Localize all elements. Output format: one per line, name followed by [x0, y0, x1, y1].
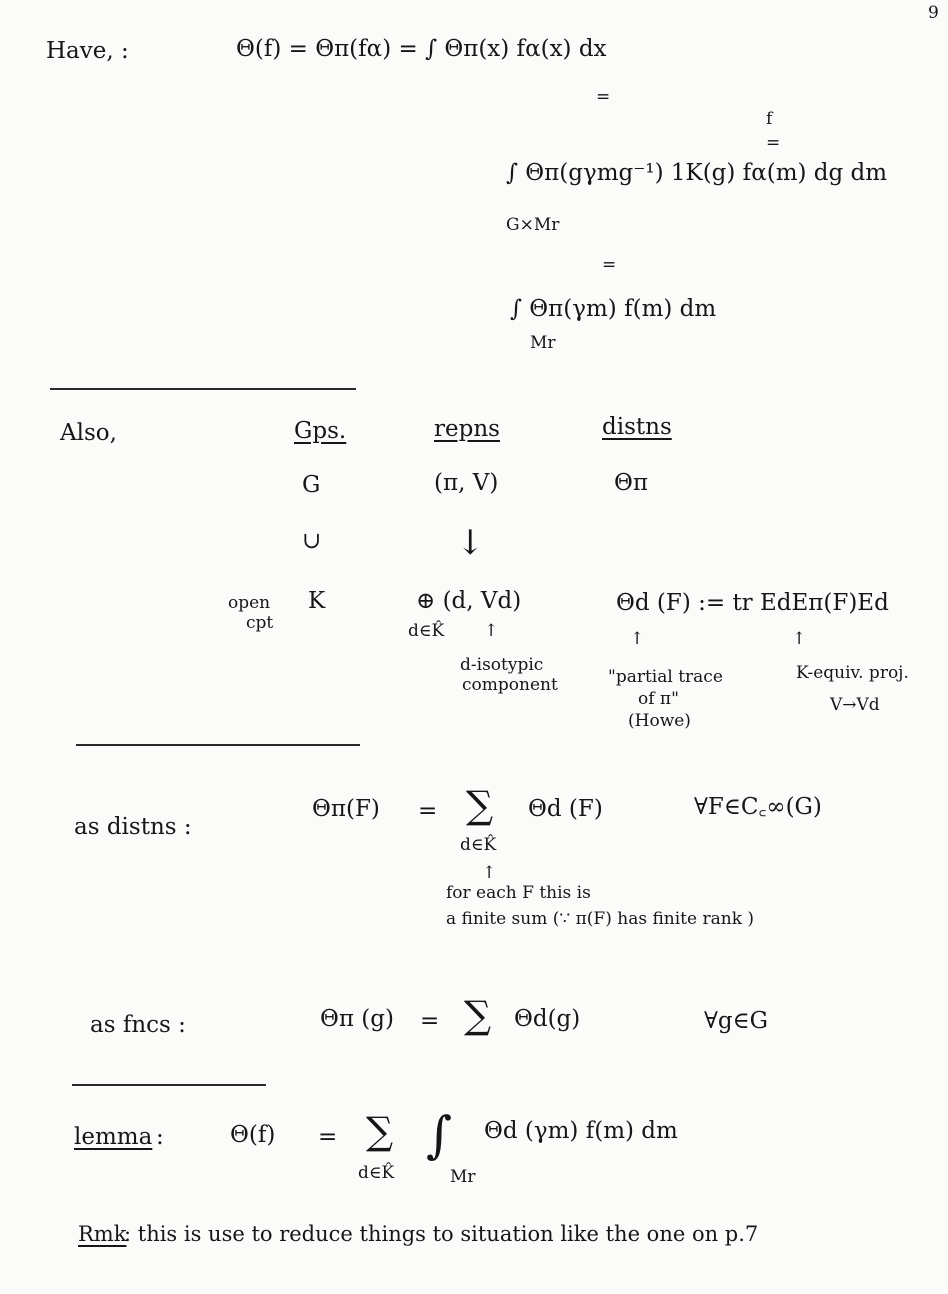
row-g-group: G — [302, 472, 321, 498]
have-equation-line-1: Θ(f) = Θπ(fα) = ∫ Θπ(x) fα(x) dx — [236, 36, 607, 62]
arrow-down-icon: ↓ — [456, 523, 485, 563]
divider-3 — [72, 1084, 266, 1086]
as-functions-equals: = — [420, 1008, 440, 1034]
as-distributions-sum-sign: ∑ — [466, 783, 494, 827]
projection-note-1: K-equiv. proj. — [796, 663, 909, 683]
finite-sum-note-1: for each F this is — [446, 883, 591, 903]
as-distributions-equals: = — [418, 798, 438, 824]
finite-sum-arrow-icon: ↑ — [482, 863, 497, 883]
divider-1 — [50, 388, 356, 390]
partial-trace-note-3: (Howe) — [628, 711, 691, 731]
as-distributions-sum-index: d∈K̂ — [460, 835, 497, 855]
lemma-lhs: Θ(f) — [230, 1122, 276, 1148]
column-header-distributions: distns — [602, 414, 672, 440]
have-label: Have, : — [46, 38, 129, 64]
lemma-integrand: Θd (γm) f(m) dm — [484, 1118, 678, 1144]
have-equals-2: = — [602, 255, 617, 275]
page-number: 9 — [928, 3, 939, 23]
partial-trace-arrow-icon: ↑ — [630, 629, 645, 649]
have-f-above: f — [766, 109, 773, 129]
have-line-3-domain: Mr — [530, 333, 556, 353]
remark-label: Rmk — [78, 1222, 127, 1246]
remark-text: : this is use to reduce things to situation like the one on p.7 — [124, 1222, 759, 1246]
row-k-group: K — [308, 588, 326, 614]
have-equation-line-3: ∫ Θπ(γm) f(m) dm — [510, 296, 717, 322]
lemma-label: lemma — [74, 1124, 153, 1150]
also-label: Also, — [60, 420, 117, 446]
as-distributions-quantifier: ∀F∈C꜀∞(G) — [694, 794, 822, 820]
finite-sum-note-2: a finite sum (∵ π(F) has finite rank ) — [446, 909, 755, 929]
projection-arrow-icon: ↑ — [792, 629, 807, 649]
subset-symbol: ∪ — [302, 528, 322, 554]
row-g-representation: (π, V) — [434, 470, 499, 496]
as-functions-sum-sign: ∑ — [464, 993, 492, 1037]
have-f-equals: = — [766, 133, 781, 153]
lemma-sum-index: d∈K̂ — [358, 1163, 395, 1183]
row-k-index: d∈K̂ — [408, 621, 445, 641]
lemma-colon: : — [156, 1124, 164, 1150]
open-compact-note-1: open — [228, 593, 271, 613]
row-g-distribution: Θπ — [614, 470, 648, 496]
row-k-representation: ⊕ (d, Vd) — [416, 588, 522, 614]
as-functions-term: Θd(g) — [514, 1006, 581, 1032]
lemma-integral-sign: ∫ — [426, 1106, 453, 1164]
have-line-2-domain: G×Mr — [506, 215, 560, 235]
as-distributions-label: as distns : — [74, 814, 192, 840]
row-k-distribution: Θd (F) := tr EdEπ(F)Ed — [616, 590, 889, 616]
lemma-equals: = — [318, 1124, 338, 1150]
partial-trace-note-1: "partial trace — [608, 667, 723, 687]
as-functions-lhs: Θπ (g) — [320, 1006, 394, 1032]
have-equals-1: = — [596, 87, 611, 107]
as-distributions-term: Θd (F) — [528, 796, 603, 822]
lemma-integral-domain: Mr — [450, 1167, 476, 1187]
as-distributions-lhs: Θπ(F) — [312, 796, 380, 822]
partial-trace-note-2: of π" — [638, 689, 679, 709]
projection-note-2: V→Vd — [830, 695, 880, 715]
column-header-representations: repns — [434, 416, 500, 442]
as-functions-quantifier: ∀g∈G — [704, 1008, 769, 1034]
isotypic-note-2: component — [462, 675, 558, 695]
divider-2 — [76, 744, 360, 746]
have-equation-line-2: ∫ Θπ(gγmg⁻¹) 1K(g) fα(m) dg dm — [506, 160, 888, 186]
isotypic-note-1: d-isotypic — [460, 655, 544, 675]
lemma-sum-sign: ∑ — [366, 1109, 394, 1153]
column-header-groups: Gps. — [294, 418, 347, 444]
open-compact-note-2: cpt — [246, 613, 274, 633]
isotypic-arrow-icon: ↑ — [484, 621, 499, 641]
as-functions-label: as fncs : — [90, 1012, 186, 1038]
